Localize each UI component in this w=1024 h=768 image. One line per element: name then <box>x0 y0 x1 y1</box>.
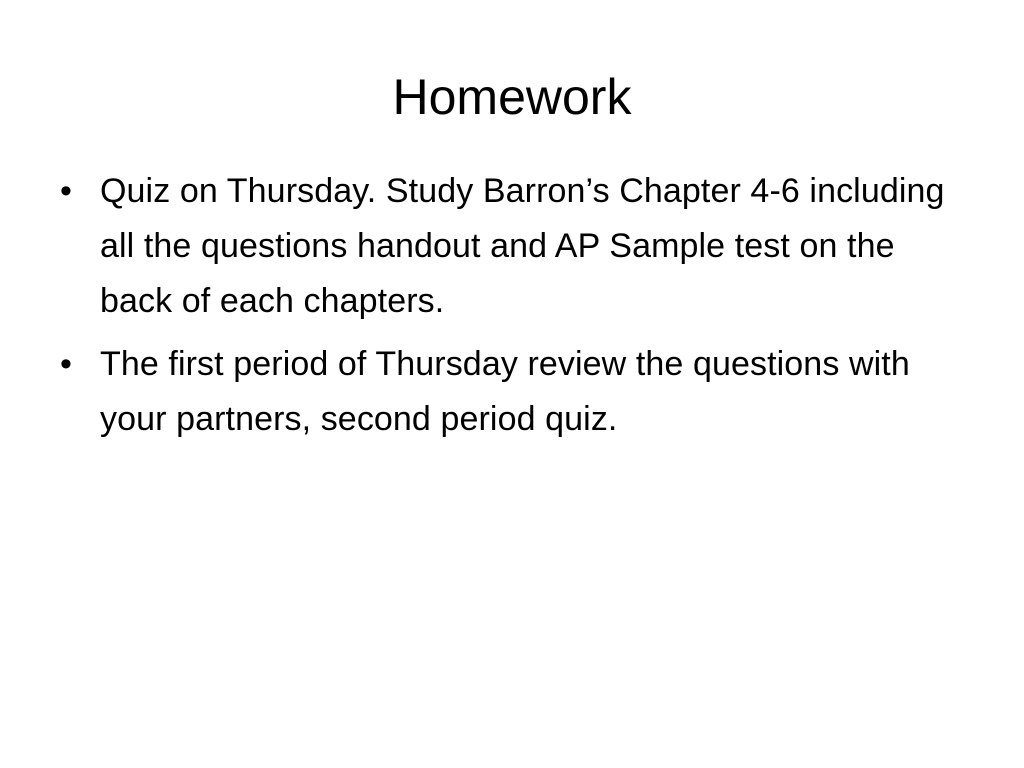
bullet-icon: • <box>60 345 73 383</box>
bullet-icon: • <box>60 172 73 210</box>
bullet-list <box>60 164 960 455</box>
bullet-item-review <box>60 337 960 447</box>
bullet-text: Quiz on Thursday. Study Barron’s Chapter 4-6 including all the questions handout and AP Sample test on the back of each chapters. <box>100 172 945 320</box>
bullet-item-quiz <box>60 164 960 329</box>
slide-title: Homework <box>392 69 632 125</box>
bullet-text: The first period of Thursday review the questions with your partners, second period quiz. <box>100 345 910 438</box>
